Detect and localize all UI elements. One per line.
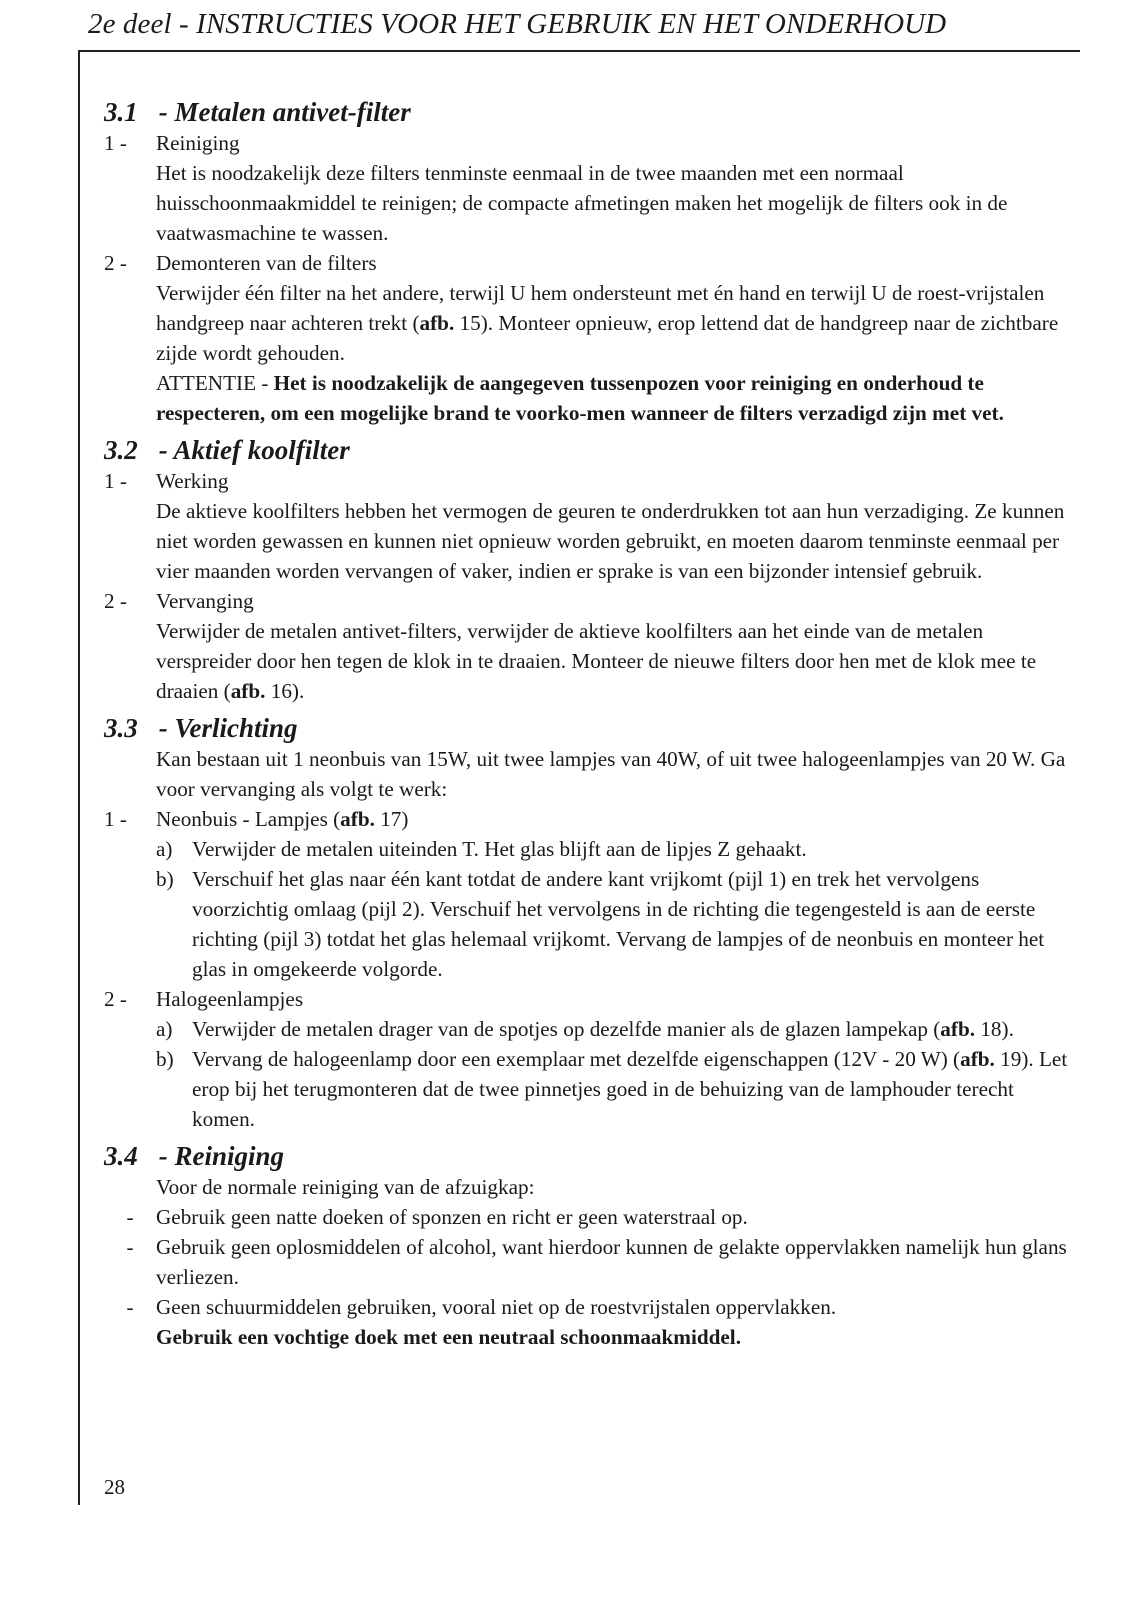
sub-item-text: Vervang de halogeenlamp door een exemplaar met dezelfde eigenschappen (12V - 20 W) (afb. 19). Let erop bij het terugmonteren dat de twee pinnetjes goed in de behuizing van de lamphouder terecht komen. [192,1047,1068,1131]
sub-item-text: Verwijder de metalen uiteinden T. Het glas blijft aan de lipjes Z gehaakt. [192,837,807,861]
bullet-text: Gebruik geen natte doeken of sponzen en richt er geen waterstraal op. [156,1205,748,1229]
list-item [104,128,1074,158]
item-marker: 2 - [104,589,127,613]
paragraph: Verwijder één filter na het andere, terwijl U hem ondersteunt met én hand en terwijl U de roest-vrijstalen handgreep naar achteren trekt (afb. 15). Monteer opnieuw, erop lettend dat de handgreep naar de zichtbare zijde wordt gehouden. [156,281,1059,365]
item-label: Reiniging [156,131,240,155]
item-marker: 2 - [104,251,127,275]
section-heading [104,1140,1074,1172]
bullet-text: Geen schuurmiddelen gebruiken, vooral niet op de roestvrijstalen oppervlakken. [156,1295,837,1319]
item-marker: 1 - [104,807,127,831]
section-3-1 [104,96,1074,428]
list-item [104,466,1074,496]
section-3-3 [104,712,1074,1134]
item-marker: 2 - [104,987,127,1011]
attention-note: ATTENTIE - Het is noodzakelijk de aangegeven tussenpozen voor reiniging en onderhoud te respecteren, om een mogelijke brand te voorko-men wanneer de filters verzadigd zijn met vet. [156,371,1004,425]
paragraph: Kan bestaan uit 1 neonbuis van 15W, uit twee lampjes van 40W, of uit twee halogeenlampjes van 20 W. Ga voor vervanging als volgt te werk: [156,747,1066,801]
list-item [104,984,1074,1014]
item-marker: 1 - [104,469,127,493]
list-item [104,248,1074,278]
paragraph: Voor de normale reiniging van de afzuigkap: [156,1175,535,1199]
page-header: 2e deel - INSTRUCTIES VOOR HET GEBRUIK EN HET ONDERHOUD [88,8,947,40]
section-title: - Verlichting [158,713,298,743]
item-marker: 1 - [104,131,127,155]
attention-label: ATTENTIE - [156,371,274,395]
sub-item-letter: a) [156,837,173,861]
section-heading [104,712,1074,744]
bullet-marker: - [126,1205,134,1229]
sub-item-letter: b) [156,867,174,891]
item-label: Vervanging [156,589,254,613]
figure-ref: afb. [960,1047,995,1071]
left-margin-rule [78,50,80,1505]
sub-item [156,1044,1074,1134]
sub-item [156,864,1074,984]
page-number: 28 [104,1475,125,1499]
list-item [104,1292,1074,1322]
closing-note: Gebruik een vochtige doek met een neutraal schoonmaakmiddel. [156,1325,741,1349]
section-title: - Aktief koolfilter [158,435,350,465]
list-item [104,1202,1074,1232]
section-title: - Reiniging [158,1141,285,1171]
item-label: Werking [156,469,229,493]
bullet-marker: - [126,1295,134,1319]
header-rule [78,50,1080,52]
attention-text: Het is noodzakelijk de aangegeven tussenpozen voor reiniging en onderhoud te respecteren, om een mogelijke brand te voorko-men wanneer de filters verzadigd zijn met [156,371,984,425]
item-label: Neonbuis - Lampjes (afb. 17) [156,807,409,831]
bullet-text: Gebruik geen oplosmiddelen of alcohol, want hierdoor kunnen de gelakte oppervlakken namelijk hun glans verliezen. [156,1235,1067,1289]
item-label: Demonteren van de filters [156,251,377,275]
section-3-4 [104,1140,1074,1352]
section-title: - Metalen antivet-filter [158,97,411,127]
figure-ref: afb. [230,679,266,703]
list-item [104,1232,1074,1292]
sub-item-text: Verschuif het glas naar één kant totdat de andere kant vrijkomt (pijl 1) en trek het vervolgens voorzichtig omlaag (pijl 2). Verschuif het vervolgens in de richting die tegengesteld is aan de eerste richting (pijl 3) totdat het glas helemaal vrijkomt. Vervang de lampjes of de neonbuis en monteer het glas in omgekeerde volgorde. [192,867,1045,981]
section-heading [104,434,1074,466]
section-3-2 [104,434,1074,706]
list-item [104,586,1074,616]
sub-item-letter: b) [156,1047,174,1071]
paragraph: Het is noodzakelijk deze filters tenminste eenmaal in de twee maanden met een normaal huisschoonmaakmiddel te reinigen; de compacte afmetingen maken het mogelijk de filters ook in de vaatwasmachine te wassen. [156,161,1008,245]
sub-item [156,834,1074,864]
bullet-marker: - [126,1235,134,1259]
section-number: 3.1 [104,97,138,127]
sub-item-letter: a) [156,1017,173,1041]
sub-item [156,1014,1074,1044]
section-number: 3.2 [104,435,138,465]
figure-ref: afb. [940,1017,976,1041]
figure-ref: afb. [419,311,455,335]
section-number: 3.3 [104,713,138,743]
paragraph: Verwijder de metalen antivet-filters, verwijder de aktieve koolfilters aan het einde van de metalen verspreider door hen tegen de klok in te draaien. Monteer de nieuwe filters door hen met de klok mee te draaien (afb. 16). [156,619,1037,703]
section-heading [104,96,1074,128]
list-item [104,804,1074,834]
sub-item-text: Verwijder de metalen drager van de spotjes op dezelfde manier als de glazen lampekap (afb. 18). [192,1017,1014,1041]
figure-ref: afb. [340,807,375,831]
page-content [104,96,1074,1358]
item-label: Halogeenlampjes [156,987,304,1011]
paragraph: De aktieve koolfilters hebben het vermogen de geuren te onderdrukken tot aan hun verzadiging. Ze kunnen niet worden gewassen en kunnen niet opnieuw worden gebruikt, en moeten daarom tenminste eenmaal per vier maanden worden vervangen of vaker, indien er sprake is van een bijzonder intensief gebruik. [156,499,1065,583]
section-number: 3.4 [104,1141,138,1171]
